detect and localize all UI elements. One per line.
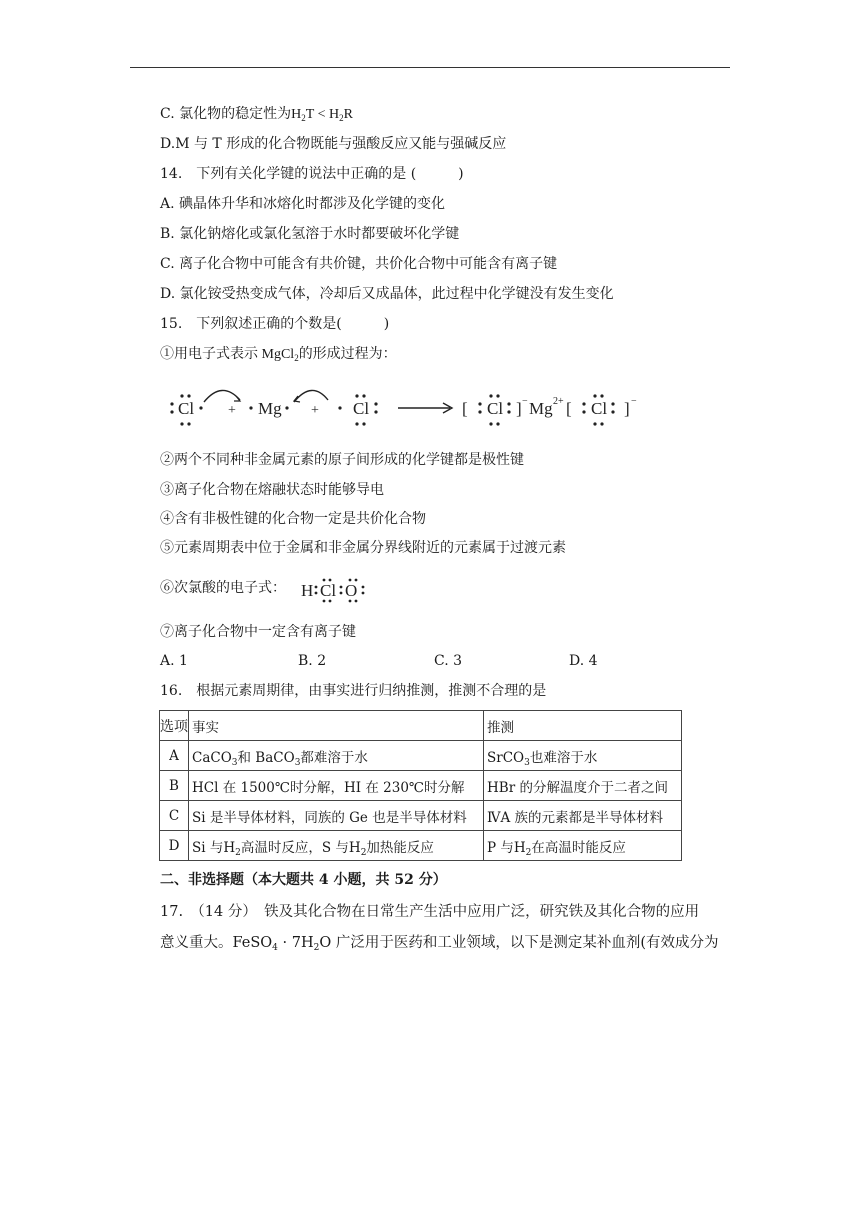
cl-atom-left [170,394,202,425]
q16-stem: 16. 根据元素周期律，由事实进行归纳推测，推测不合理的是 [160,683,547,699]
svg-text:Cl: Cl [487,399,504,418]
q15-item-3: ③离子化合物在熔融状态时能够导电 [160,482,384,498]
table-row [160,741,682,771]
q15-stem: 15. 下列叙述正确的个数是( ) [160,316,390,332]
q15-option-c: C. 3 [434,653,463,669]
svg-text:−: − [522,396,528,407]
q13-option-d: D.M 与 T 形成的化合物既能与强酸反应又能与强碱反应 [160,136,507,152]
table-header-row [160,711,682,741]
svg-text:Mg: Mg [529,399,553,418]
row-fact: HCl 在 1500℃时分解，HI 在 230℃时分解 [189,771,484,801]
table-row [160,831,682,861]
q15-option-a: A. 1 [160,653,188,669]
q15-option-d: D. 4 [569,653,598,669]
row-guess: ⅣA 族的元素都是半导体材料 [484,801,682,831]
row-fact: Si 与$H_2$高温时反应，S 与$H_2$加热能反应 [189,831,484,861]
svg-text:[: [ [462,399,468,418]
row-option: B [160,771,189,801]
hclo-electron-formula [300,574,372,604]
q14-stem: 14. 下列有关化学键的说法中正确的是 ( ) [160,166,464,182]
row-fact: Si 是半导体材料，同族的 Ge 也是半导体材料 [189,801,484,831]
q14-option-a: A. 碘晶体升华和冰熔化时都涉及化学键的变化 [160,196,446,212]
q14-option-d: D. 氯化铵受热变成气体，冷却后又成晶体，此过程中化学键没有发生变化 [160,286,614,302]
header-option: 选项 [160,711,189,741]
svg-text:+: + [311,403,319,418]
q15-item-5: ⑤元素周期表中位于金属和非金属分界线附近的元素属于过渡元素 [160,540,566,556]
svg-text:Cl: Cl [178,399,195,418]
table-row [160,801,682,831]
svg-text:Mg: Mg [258,399,282,418]
svg-text:Cl: Cl [591,399,608,418]
header-fact: 事实 [189,711,484,741]
svg-text:O: O [345,581,358,600]
row-guess: HBr 的分解温度介于二者之间 [484,771,682,801]
section-title: 二、非选择题（本大题共 4 小题，共 52 分） [160,872,447,888]
q14-option-c: C. 离子化合物中可能含有共价键，共价化合物中可能含有离子键 [160,256,558,272]
q16-table [159,710,682,861]
row-option: C [160,801,189,831]
q15-item-1: ①用电子式表示 MgCl$_2$的形成过程为： [160,346,397,363]
svg-text:2+: 2+ [553,396,564,407]
svg-text:−: − [631,396,637,407]
q17-line-2: 意义重大。FeSO$_4$ · $7H_2O$ 广泛用于医药和工业领域，以下是测定某补血剂(有效成分为 [160,935,719,953]
q15-item-4: ④含有非极性键的化合物一定是共价化合物 [160,511,426,527]
row-guess: SrCO$_3$也难溶于水 [484,741,682,771]
q15-option-b: B. 2 [298,653,327,669]
q15-item-6: ⑥次氯酸的电子式： [160,580,286,596]
svg-text:]: ] [516,399,522,418]
q14-option-b: B. 氯化钠熔化或氯化氢溶于水时都要破坏化学键 [160,226,460,242]
q15-item-7: ⑦离子化合物中一定含有离子键 [160,624,356,640]
header-guess: 推测 [484,711,682,741]
svg-text:+: + [228,403,236,418]
header-rule [130,67,730,68]
q17-line-1: 17. （14 分） 铁及其化合物在日常生产生活中应用广泛，研究铁及其化合物的应用 [160,904,700,920]
cl-atom-right [338,394,377,425]
svg-text:Cl: Cl [353,399,370,418]
svg-text:]: ] [624,399,630,418]
table-row [160,771,682,801]
row-option: A [160,741,189,771]
svg-text:H: H [301,581,314,600]
row-option: D [160,831,189,861]
q13-option-c: C. 氯化物的稳定性为$H_2T < H_2R$ [160,106,353,123]
q15-item-2: ②两个不同种非金属元素的原子间形成的化学键都是极性键 [160,452,524,468]
row-fact: CaCO$_3$和 BaCO$_3$都难溶于水 [189,741,484,771]
mgcl2-formation-diagram [160,380,670,430]
svg-text:Cl: Cl [320,581,337,600]
row-guess: P 与$H_2$在高温时能反应 [484,831,682,861]
svg-text:[: [ [566,399,572,418]
